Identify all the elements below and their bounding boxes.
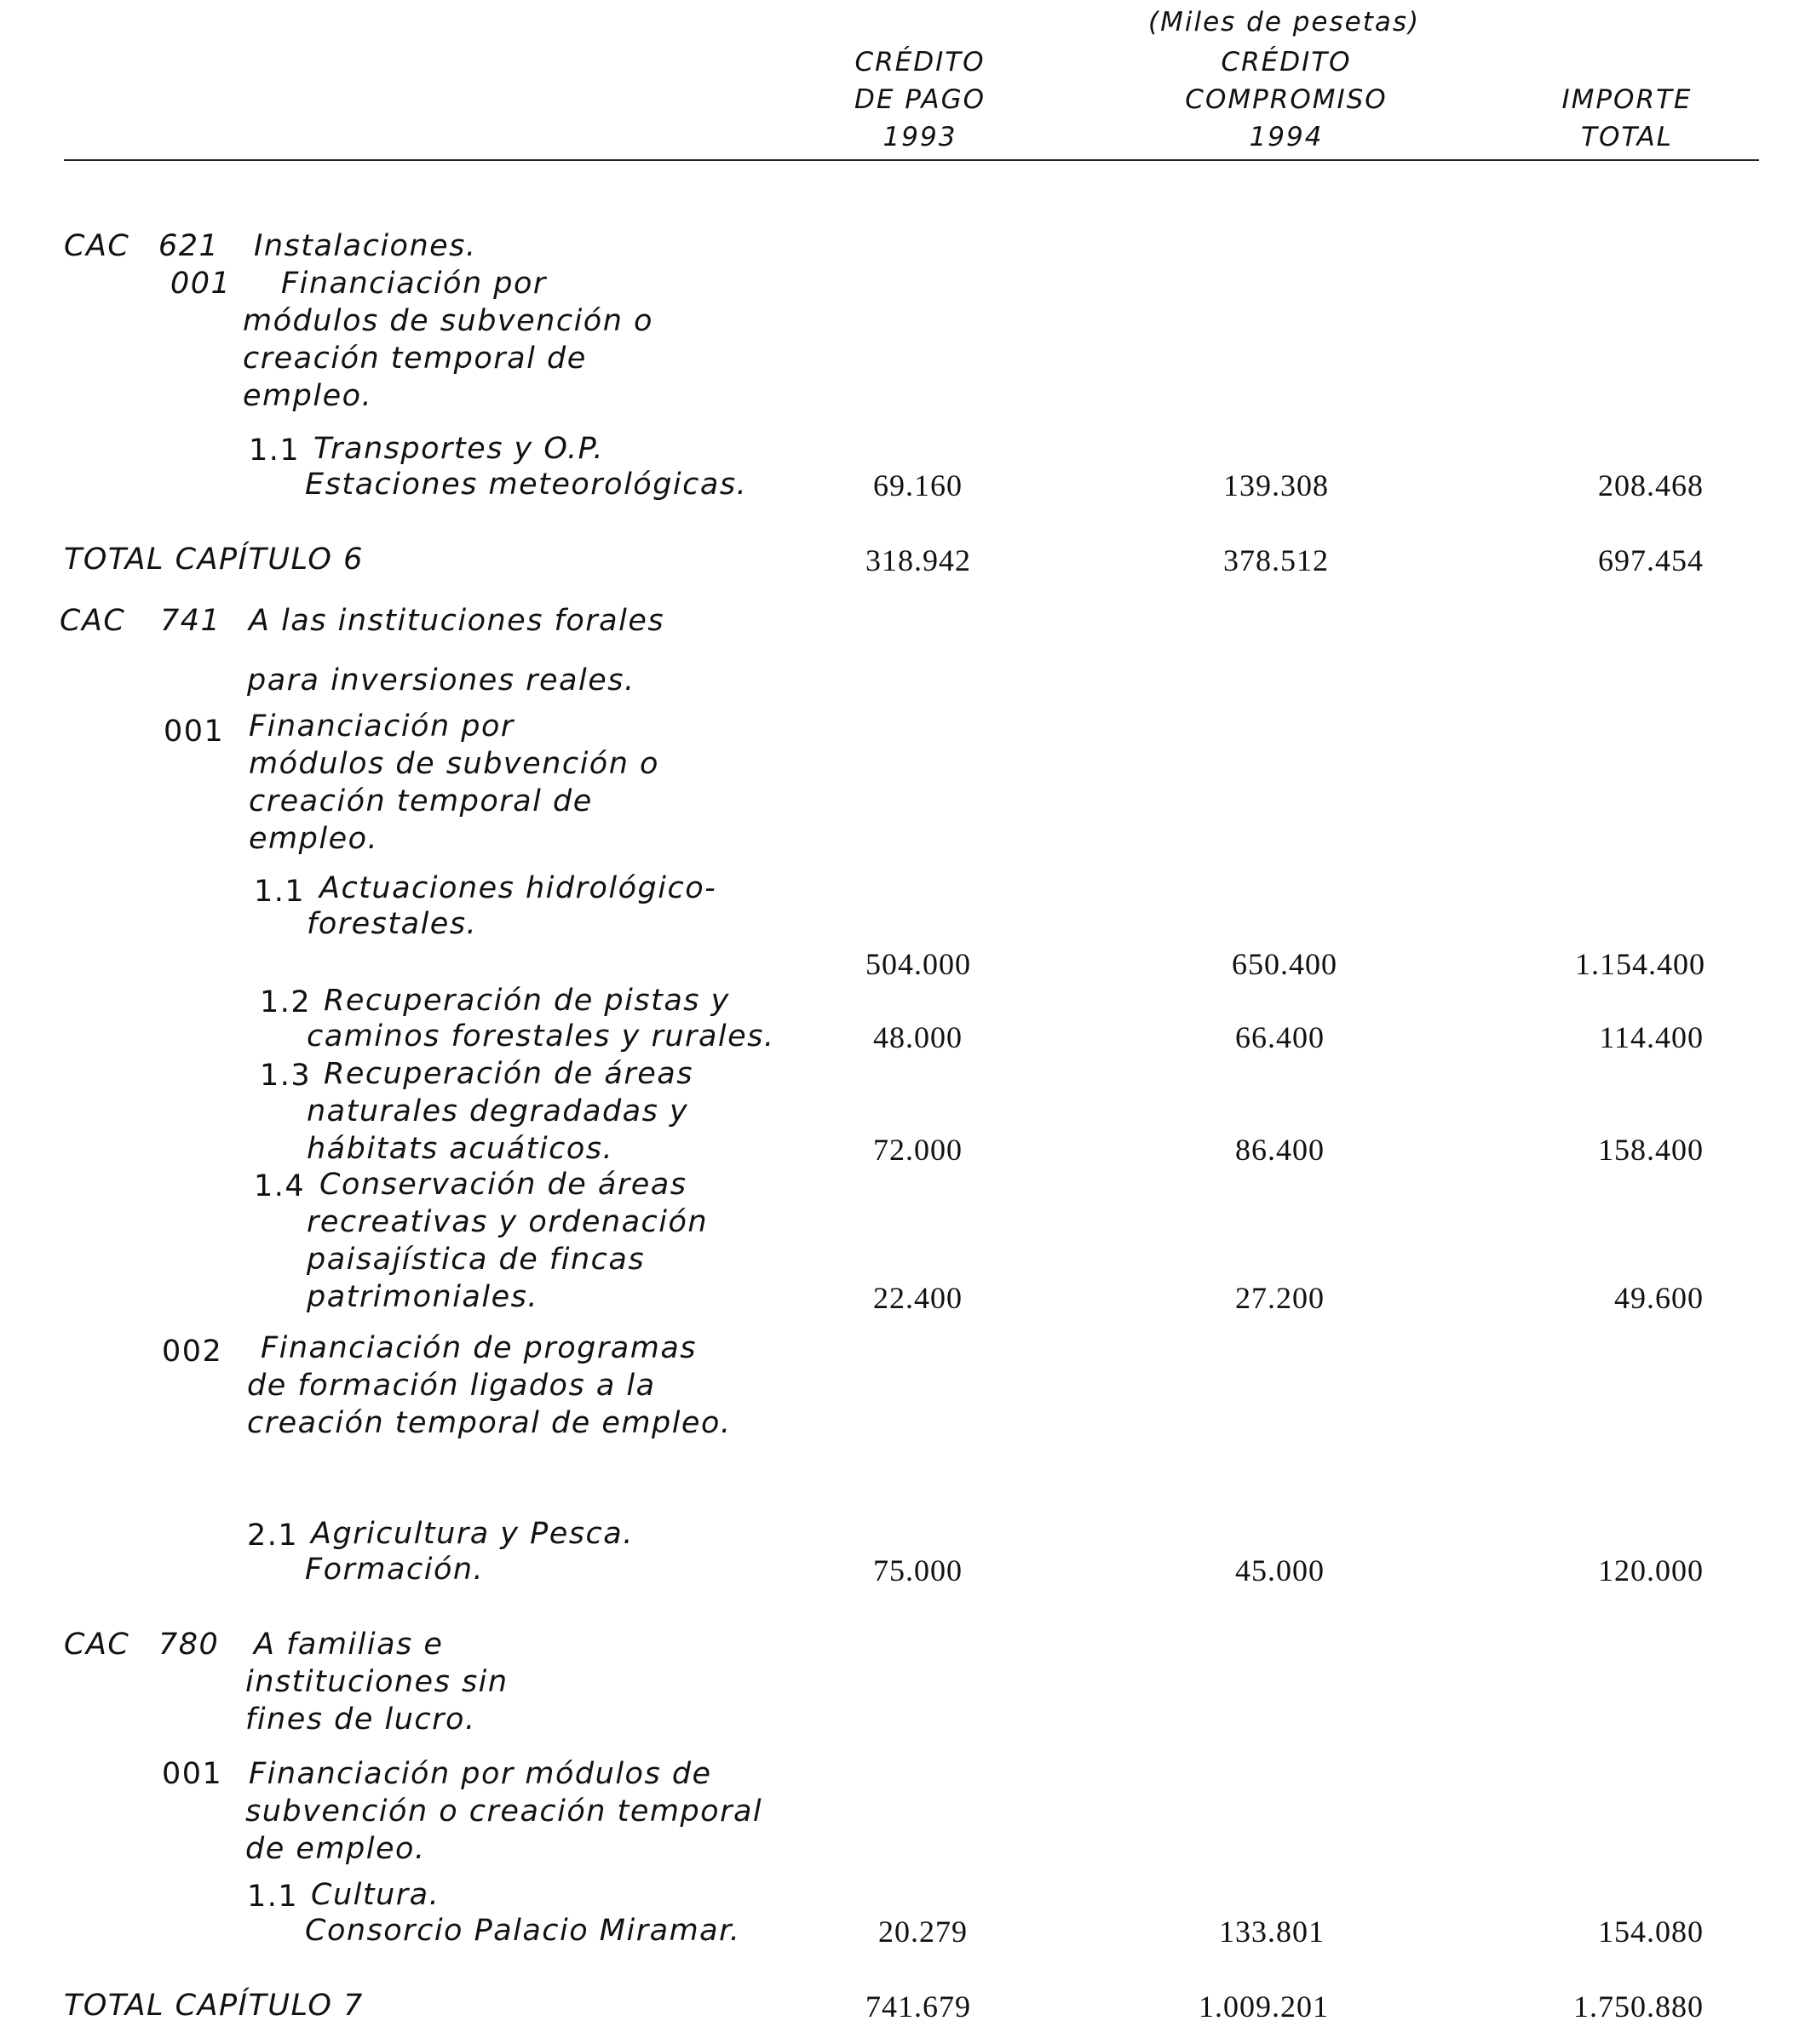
cac741-sub001-line: módulos de subvención o xyxy=(249,747,659,781)
cac741-item13-value-total: 158.400 xyxy=(1598,1133,1704,1167)
cac741-item11-line: Actuaciones hidrológico- xyxy=(319,871,717,905)
cac741-item11-value-total: 1.154.400 xyxy=(1575,947,1705,981)
cac741-item13-value-1994: 86.400 xyxy=(1235,1133,1325,1167)
cac741-item11-value-1993: 504.000 xyxy=(865,947,971,981)
cac741-sub002-line: creación temporal de empleo. xyxy=(247,1406,732,1440)
cac780-sub001-line: Financiación por módulos de xyxy=(249,1757,712,1791)
cac780-item11-value-1994: 133.801 xyxy=(1219,1915,1325,1949)
col3-header-line1: IMPORTE xyxy=(1561,84,1693,115)
cac741-item13-line: hábitats acuáticos. xyxy=(307,1132,614,1166)
cac780-sub001-code: 001 xyxy=(162,1757,223,1791)
cac741-item12-line: Recuperación de pistas y xyxy=(324,984,730,1018)
cac780-title-line: fines de lucro. xyxy=(245,1702,476,1737)
header-rule xyxy=(64,159,1759,161)
cac741-sub002-code: 002 xyxy=(162,1335,223,1369)
total6-label: TOTAL CAPÍTULO 6 xyxy=(64,543,364,577)
col1-header-line1: CRÉDITO xyxy=(854,47,986,78)
cac741-item13-value-1993: 72.000 xyxy=(873,1133,963,1167)
cac741-item13-line: Recuperación de áreas xyxy=(324,1057,693,1091)
cac741-code: CAC xyxy=(60,604,126,638)
cac741-item13-num: 1.3 xyxy=(260,1059,312,1093)
cac741-sub001-line: empleo. xyxy=(249,822,379,856)
col1-header-line2: DE PAGO xyxy=(854,84,986,115)
cac621-sub001-line: empleo. xyxy=(243,379,373,413)
cac741-item12-num: 1.2 xyxy=(260,985,312,1019)
cac741-title-line: para inversiones reales. xyxy=(247,663,635,698)
col1-header-line3: 1993 xyxy=(883,122,957,152)
cac621-item11-value-total: 208.468 xyxy=(1598,468,1704,502)
cac741-sub001-line: Financiación por xyxy=(249,709,515,744)
cac741-sub001-line: creación temporal de xyxy=(249,784,593,818)
col2-header-line1: CRÉDITO xyxy=(1221,47,1352,78)
cac741-item14-value-total: 49.600 xyxy=(1614,1281,1704,1315)
cac621-item11-num: 1.1 xyxy=(249,433,301,468)
cac621-title: Instalaciones. xyxy=(254,229,477,263)
cac741-item14-num: 1.4 xyxy=(254,1169,306,1203)
cac741-item13-line: naturales degradadas y xyxy=(307,1094,689,1128)
cac741-sub002-line: Financiación de programas xyxy=(261,1331,697,1365)
cac780-item11-line: Cultura. xyxy=(311,1878,440,1912)
cac741-sub001-code: 001 xyxy=(164,715,225,749)
units-note: (Miles de pesetas) xyxy=(1148,7,1421,37)
cac780-item11-line: Consorcio Palacio Miramar. xyxy=(305,1914,741,1948)
cac780-code: CAC xyxy=(64,1628,130,1662)
total6-value-1993: 318.942 xyxy=(865,543,971,577)
cac621-sub001-line: creación temporal de xyxy=(243,342,587,376)
col2-header-line3: 1994 xyxy=(1249,122,1324,152)
cac621-item11-value-1993: 69.160 xyxy=(873,468,963,502)
cac780-sub001-line: de empleo. xyxy=(245,1832,426,1866)
total7-label: TOTAL CAPÍTULO 7 xyxy=(64,1989,364,2023)
cac780-title-line: instituciones sin xyxy=(245,1665,509,1699)
cac780-title-line: A familias e xyxy=(254,1628,444,1662)
cac741-item14-line: Conservación de áreas xyxy=(319,1168,687,1202)
cac780-item11-num: 1.1 xyxy=(247,1880,299,1914)
cac741-item21-value-1994: 45.000 xyxy=(1235,1553,1325,1588)
cac741-item12-value-1993: 48.000 xyxy=(873,1020,963,1054)
total7-value-1993: 741.679 xyxy=(865,1989,971,2024)
cac741-item11-line: forestales. xyxy=(307,907,478,941)
cac780-num: 780 xyxy=(158,1628,220,1662)
cac741-item14-line: recreativas y ordenación xyxy=(307,1205,709,1239)
cac780-item11-value-1993: 20.279 xyxy=(878,1915,968,1949)
col3-header-line2: TOTAL xyxy=(1581,122,1673,152)
cac741-item21-line: Agricultura y Pesca. xyxy=(311,1517,634,1551)
cac741-num: 741 xyxy=(160,604,221,638)
cac741-item21-num: 2.1 xyxy=(247,1519,299,1553)
cac780-item11-value-total: 154.080 xyxy=(1598,1915,1704,1949)
cac741-sub002-line: de formación ligados a la xyxy=(247,1369,656,1403)
total6-value-1994: 378.512 xyxy=(1223,543,1329,577)
cac741-item12-value-total: 114.400 xyxy=(1599,1020,1704,1054)
cac741-item11-value-1994: 650.400 xyxy=(1232,947,1337,981)
total6-value-total: 697.454 xyxy=(1598,543,1704,577)
col2-header-line2: COMPROMISO xyxy=(1185,84,1388,115)
cac741-item14-value-1994: 27.200 xyxy=(1235,1281,1325,1315)
cac621-code: CAC xyxy=(64,229,130,263)
cac741-title-line: A las instituciones forales xyxy=(249,604,665,638)
total7-value-total: 1.750.880 xyxy=(1573,1989,1704,2024)
cac621-sub001-line: módulos de subvención o xyxy=(243,304,653,338)
cac741-item12-line: caminos forestales y rurales. xyxy=(307,1019,775,1054)
cac621-item11-line: Transportes y O.P. xyxy=(313,432,605,466)
cac780-sub001-line: subvención o creación temporal xyxy=(245,1794,763,1829)
cac741-item14-value-1993: 22.400 xyxy=(873,1281,963,1315)
cac741-item21-value-1993: 75.000 xyxy=(873,1553,963,1588)
cac741-item14-line: paisajística de fincas xyxy=(307,1243,646,1277)
cac741-item12-value-1994: 66.400 xyxy=(1235,1020,1325,1054)
total7-value-1994: 1.009.201 xyxy=(1199,1989,1329,2024)
cac741-item21-value-total: 120.000 xyxy=(1598,1553,1704,1588)
cac621-sub001-line: Financiación por xyxy=(281,267,547,301)
cac621-sub001-code: 001 xyxy=(170,267,232,301)
cac621-item11-line: Estaciones meteorológicas. xyxy=(305,468,748,502)
cac621-item11-value-1994: 139.308 xyxy=(1223,468,1329,502)
cac621-num: 621 xyxy=(158,229,220,263)
cac741-item21-line: Formación. xyxy=(305,1553,485,1587)
cac741-item11-num: 1.1 xyxy=(254,875,306,909)
cac741-item14-line: patrimoniales. xyxy=(307,1280,538,1314)
